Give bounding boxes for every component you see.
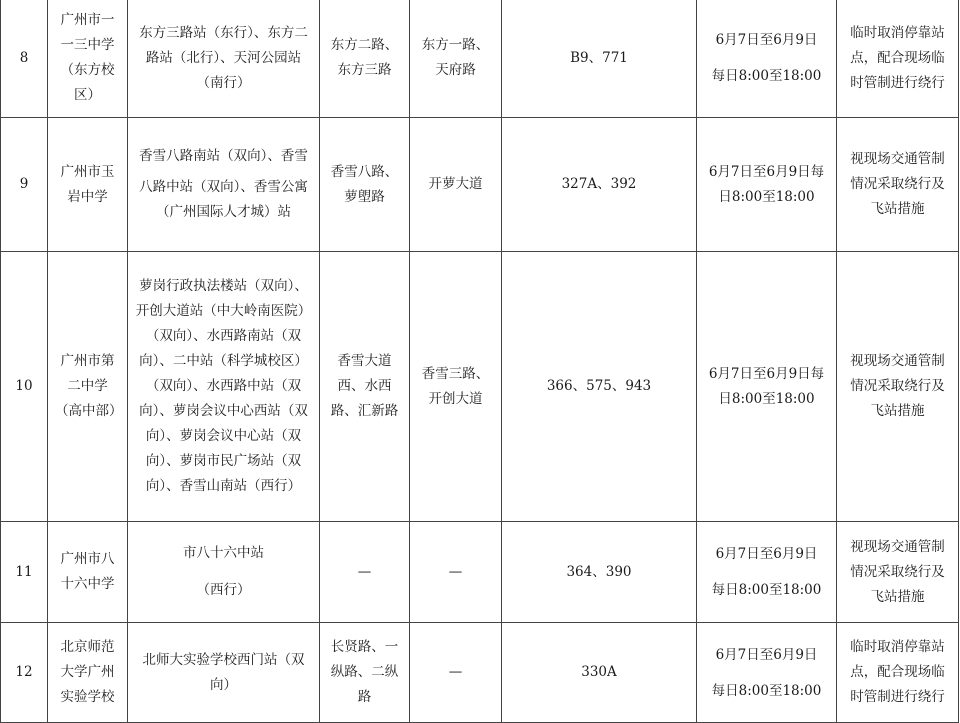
affected-stops (128, 0, 320, 118)
measure: 临时取消停靠站点，配合现场临时管制进行绕行 (837, 0, 959, 118)
bus-lines: B9、771 (502, 0, 697, 118)
school-name: 北京师范大学广州实验学校 (48, 623, 128, 723)
affected-stops (128, 623, 320, 723)
stops-text: 萝岗行政执法楼站（双向）、开创大道站（中大岭南医院）（双向）、水西路南站（双向）、二中站（科学城校区）（双向）、水西路中站（双向）、萝岗会议中心西站（双向）、萝岗会议中心站（双向）、萝岗市民广场站（双向）、香雪山南站（西行） (135, 278, 312, 494)
measure: 临时取消停靠站点，配合现场临时管制进行绕行 (837, 623, 959, 723)
road-b: 东方一路、天府路 (410, 0, 502, 118)
row-number: 9 (1, 118, 48, 252)
row-number: 8 (1, 0, 48, 118)
time-line: 6月7日至6月9日 (715, 646, 818, 663)
row-number: 10 (1, 252, 48, 522)
road-a: — (320, 522, 410, 623)
time-range (697, 0, 837, 118)
affected-stops (128, 252, 320, 522)
time-line: 6月7日至6月9日 (715, 546, 818, 562)
measure: 视现场交通管制情况采取绕行及飞站措施 (837, 252, 959, 522)
stops-text: 东方三路站（东行）、东方二路站（北行）、天河公园站（南行） (139, 24, 308, 91)
time-range (697, 118, 837, 252)
time-range (697, 522, 837, 623)
bus-lines: 366、575、943 (502, 252, 697, 522)
school-name: 广州市玉岩中学 (48, 118, 128, 252)
table-row (1, 252, 959, 522)
road-a: 香雪大道西、水西路、汇新路 (320, 252, 410, 522)
time-line: 每日8:00至18:00 (711, 582, 822, 598)
row-number: 12 (1, 623, 48, 723)
road-a: 长贤路、一纵路、二纵路 (320, 623, 410, 723)
time-line: 每日8:00至18:00 (711, 68, 822, 84)
stops-text: 市八十六中站 (183, 545, 264, 561)
school-name: 广州市八十六中学 (48, 522, 128, 623)
table-row (1, 118, 959, 252)
bus-lines: 330A (502, 623, 697, 723)
school-name: 广州市一一三中学（东方校区） (48, 0, 128, 118)
school-name: 广州市第二中学（高中部） (48, 252, 128, 522)
road-b: — (410, 522, 502, 623)
time-range (697, 252, 837, 522)
road-a: 东方二路、东方三路 (320, 0, 410, 118)
bus-lines: 364、390 (502, 522, 697, 623)
measure: 视现场交通管制情况采取绕行及飞站措施 (837, 118, 959, 252)
bus-lines: 327A、392 (502, 118, 697, 252)
stops-text: 八路中站（双向）、香雪公寓（广州国际人才城）站 (139, 179, 308, 220)
time-line: 6月7日至6月9日每日8:00至18:00 (708, 163, 825, 205)
time-line: 6月7日至6月9日 (715, 32, 818, 48)
time-line: 6月7日至6月9日每日8:00至18:00 (708, 365, 825, 407)
stops-text: （西行） (196, 582, 251, 598)
road-a: 香雪八路、萝塱路 (320, 118, 410, 252)
road-b: 香雪三路、开创大道 (410, 252, 502, 522)
table-row (1, 522, 959, 623)
road-b: 开萝大道 (410, 118, 502, 252)
table-row (1, 0, 959, 118)
stops-text: 香雪八路南站（双向）、香雪 (139, 148, 308, 164)
time-line: 每日8:00至18:00 (711, 682, 822, 699)
stops-text: 北师大实验学校西门站（双向） (142, 651, 305, 693)
time-range (697, 623, 837, 723)
table-row (1, 623, 959, 723)
affected-stops (128, 118, 320, 252)
affected-stops (128, 522, 320, 623)
measure: 视现场交通管制情况采取绕行及飞站措施 (837, 522, 959, 623)
road-b: — (410, 623, 502, 723)
row-number: 11 (1, 522, 48, 623)
